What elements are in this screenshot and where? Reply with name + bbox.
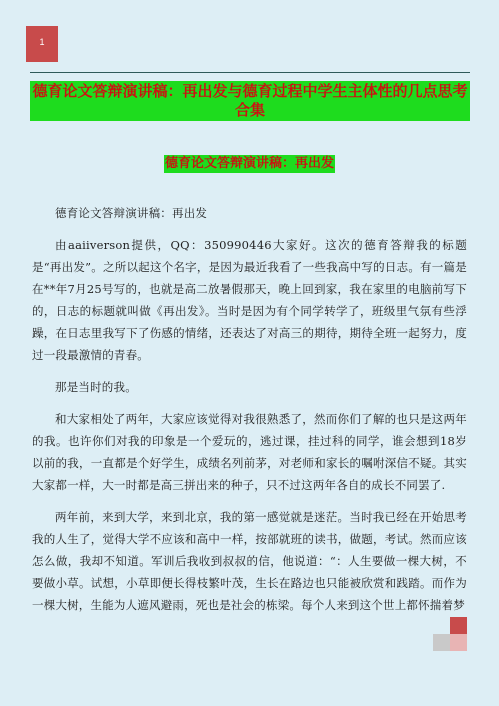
section-title — [0, 152, 499, 173]
paragraph: 和大家相处了两年，大家应该觉得对我很熟悉了，然而你们了解的也只是这两年的我。也许你们对我的印象是一个爱玩的，逃过课，挂过科的同学，谁会想到18岁以前的我，一直都是个好学生，成绩名列前茅，对老师和家长的嘱咐深信不疑。其实大家都一样，大一时都是高三拼出来的种子，只不过这两年各自的成长不同罢了. — [32, 412, 467, 492]
document-body — [32, 202, 467, 626]
document-banner-title: 德育论文答辩演讲稿：再出发与德育过程中学生主体性的几点思考合集 — [30, 81, 470, 121]
corner-decoration-grey — [433, 634, 450, 651]
paragraph: 由aaiiverson提供，QQ：350990446大家好。这次的德育答辩我的标题是“再出发”。之所以起这个名字，是因为最近我看了一些我高中写的日志。有一篇是在**年7月25号写的，也就是高二放暑假那天，晚上回到家，我在家里的电脑前写下的，日志的标题就叫做《再出发》。当时是因为有个同学转学了，班级里气氛有些浮躁，在日志里我写下了伤感的情绪，还表达了对高三的期待，期待全班一起努力，度过一段最激情的青春。 — [32, 238, 467, 362]
paragraph: 那是当时的我。 — [55, 380, 137, 394]
section-title-text: 德育论文答辩演讲稿：再出发 — [164, 156, 334, 171]
paragraph: 德育论文答辩演讲稿：再出发 — [55, 206, 208, 220]
page-number-badge: 1 — [26, 26, 58, 62]
paragraph: 两年前，来到大学，来到北京，我的第一感觉就是迷茫。当时我已经在开始思考我的人生了，觉得大学不应该和高中一样，按部就班的读书，做题，考试。然而应该怎么做，我却不知道。军训后我收到叔叔的信，他说道：“：人生要做一棵大树，不要做小草。试想，小草即便长得枝繁叶茂，生长在路边也只能被欣赏和践踏。而作为一棵大树，生能为人遮风避雨，死也是社会的栋梁。每个人来到这个世上都怀揣着梦 — [32, 510, 467, 612]
corner-decoration-red — [450, 617, 467, 634]
corner-decoration-pink — [450, 634, 467, 651]
header-rule — [30, 72, 470, 73]
